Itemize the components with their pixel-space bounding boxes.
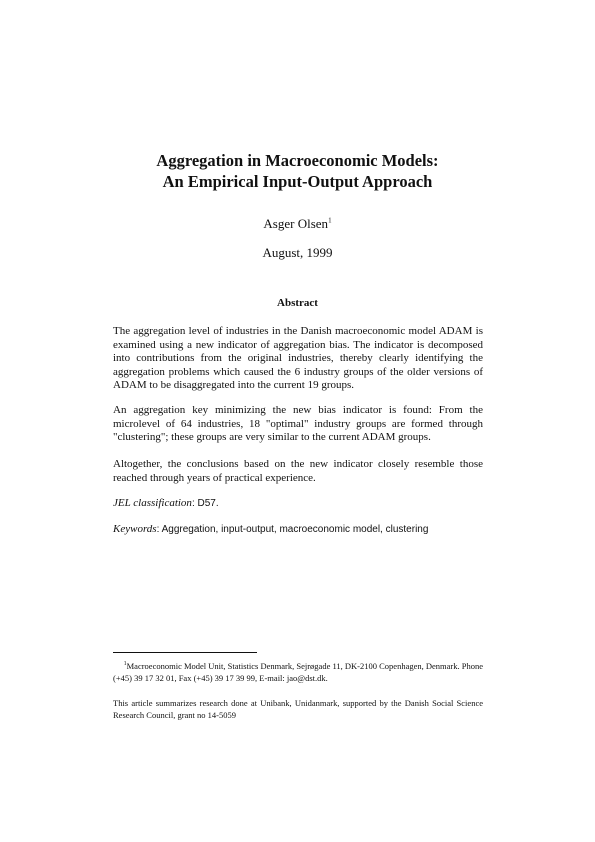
publication-date: August, 1999 [262,245,333,260]
title-line-1: Aggregation in Macroeconomic Models: [156,151,439,170]
abstract-paragraph-2: An aggregation key minimizing the new bias indicator is found: From the microlevel of 64 industries, 18 "optimal" industry groups are formed through "clustering"; these groups are very similar to the current ADAM groups. [113,404,483,444]
jel-value: : D57. [191,498,219,509]
jel-label: JEL classification [113,497,192,509]
footnote-1 [113,661,483,685]
paper-title [0,150,595,192]
keywords-label: Keywords [113,523,157,535]
abstract-paragraph-3: Altogether, the conclusions based on the new indicator closely resemble those reached through years of practical experience. [113,458,483,484]
author-name: Asger Olsen [263,216,329,231]
abstract-paragraph-1: The aggregation level of industries in the Danish macroeconomic model ADAM is examined using a new indicator of aggregation bias. The indicator is decomposed into contributions from the original industries, thereby clearly identifying the aggregation problems which caused the 6 industry groups of the older versions of ADAM to be disaggregated into the current 19 groups. [113,325,483,392]
footnote-2: This article summarizes research done at Unibank, Unidanmark, supported by the Danish Social Science Research Council, grant no 14-5059 [113,698,483,720]
jel-classification [113,497,483,511]
author-footnote-mark: 1 [328,216,332,225]
abstract-heading: Abstract [277,297,318,309]
footnote-1-text: Macroeconomic Model Unit, Statistics Denmark, Sejrøgade 11, DK-2100 Copenhagen, Denmark. Phone (+45) 39 17 32 01, Fax (+45) 39 17 39 99, E-mail: jao@dst.dk. [113,661,483,683]
keywords-value: : Aggregation, input-output, macroeconomic model, clustering [156,524,429,535]
footnote-1-mark: 1 [123,661,127,668]
author [0,216,595,232]
title-line-2: An Empirical Input-Output Approach [162,172,433,191]
footnote-divider [113,652,257,653]
keywords [113,523,483,537]
